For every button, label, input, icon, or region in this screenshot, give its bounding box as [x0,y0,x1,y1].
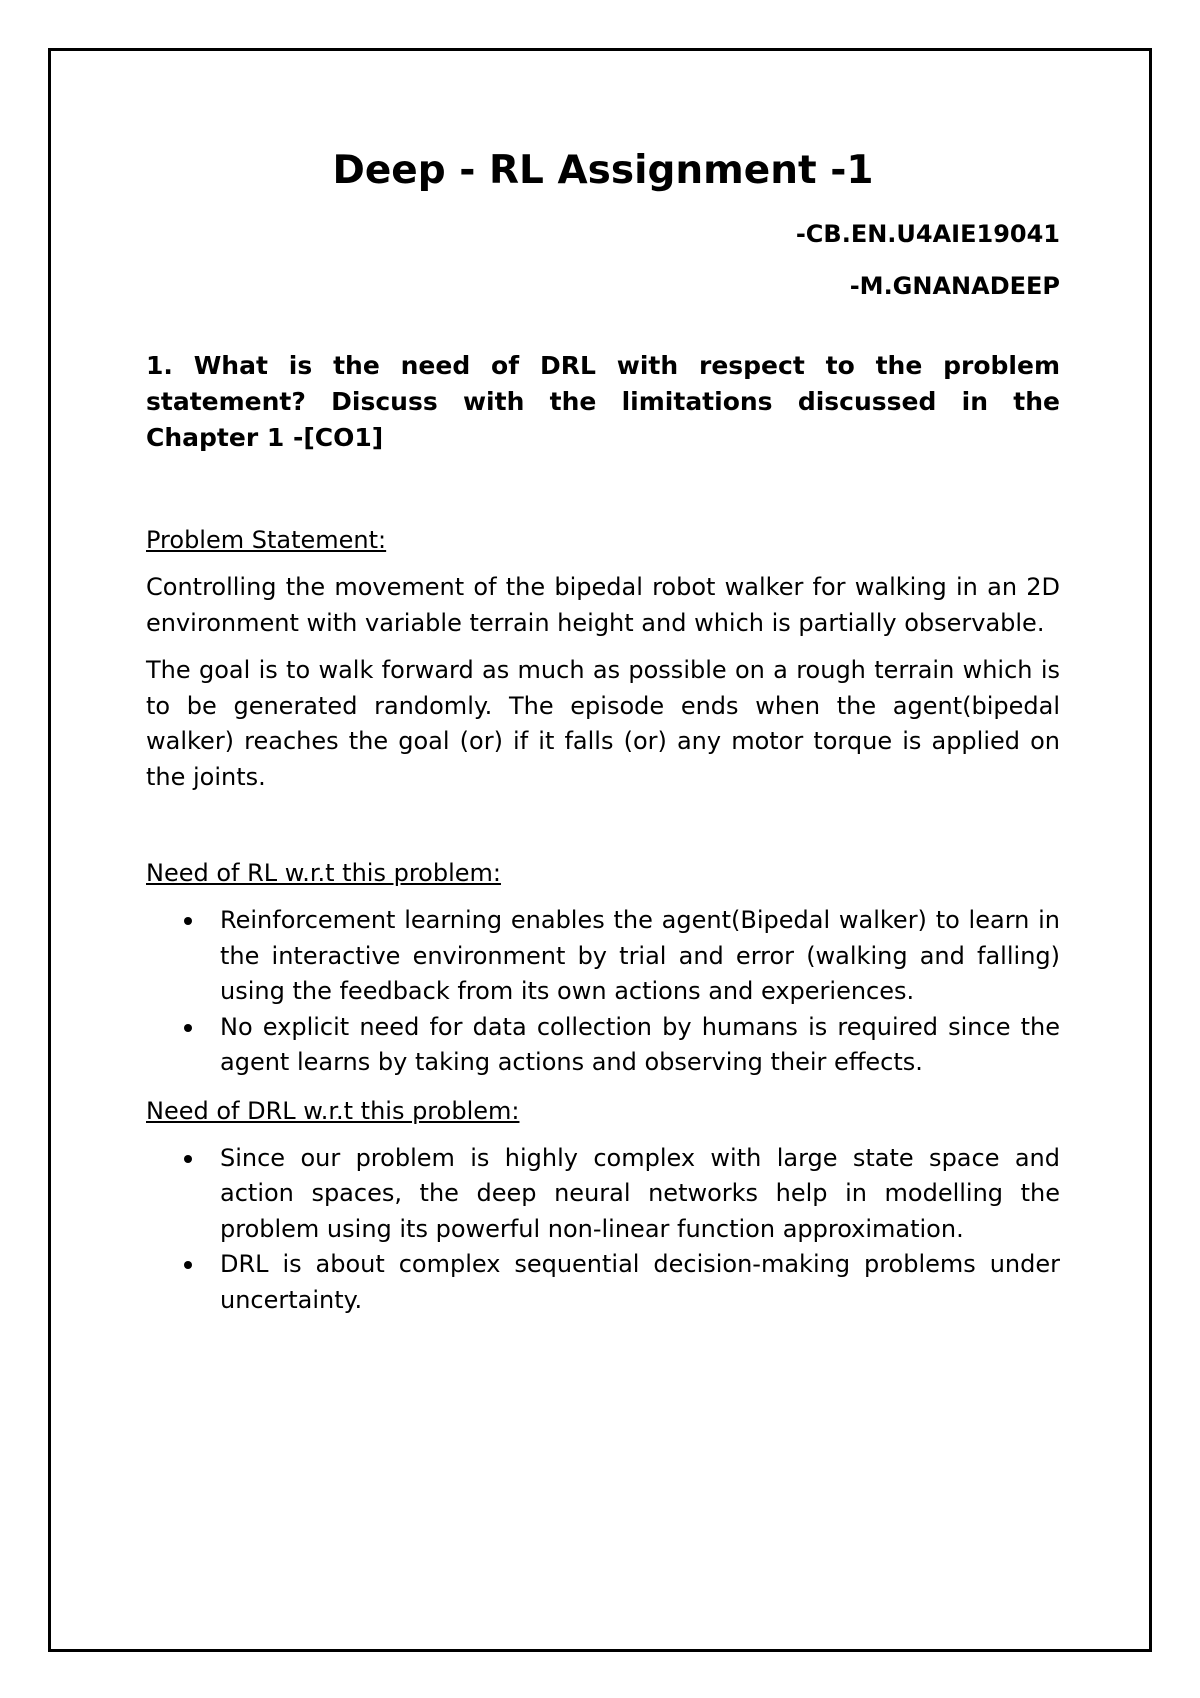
student-name: -M.GNANADEEP [849,272,1060,300]
bullet-icon [184,1155,192,1163]
list-item [146,1247,1060,1318]
document-body [146,140,1060,1318]
need-drl-heading: Need of DRL w.r.t this problem: [146,1096,520,1125]
problem-statement-heading: Problem Statement: [146,526,387,554]
bullet-icon [184,1261,192,1269]
list-item-text: Reinforcement learning enables the agent(Bipedal walker) to learn in the interactive environment by trial and error (walking and falling) using the feedback from its own actions and experiences. [220,906,1060,1005]
list-item [146,1010,1060,1081]
list-item-text: DRL is about complex sequential decision-making problems under uncertainty. [220,1250,1060,1314]
roll-number: -CB.EN.U4AIE19041 [795,220,1060,248]
bullet-icon [184,1024,192,1032]
list-item-text: No explicit need for data collection by humans is required since the agent learns by taking actions and observing their effects. [220,1012,1060,1076]
bullet-icon [184,917,192,925]
document-title: Deep - RL Assignment -1 [332,148,874,193]
problem-paragraph-1: Controlling the movement of the bipedal robot walker for walking in an 2D environment with variable terrain height and which is partially observable. [146,573,1060,637]
problem-statement-section [146,522,1060,795]
need-rl-list [146,903,1060,1081]
problem-paragraph-2: The goal is to walk forward as much as possible on a rough terrain which is to be generated randomly. The episode ends when the agent(bipedal walker) reaches the goal (or) if it falls (or) any motor torque is applied on the joints. [146,656,1060,791]
list-item [146,903,1060,1010]
list-item [146,1141,1060,1248]
question-text: 1. What is the need of DRL with respect to the problem statement? Discuss with the limitations discussed in the Chapter 1 -[CO1] [146,351,1060,452]
need-drl-list [146,1141,1060,1319]
need-rl-section [146,855,1060,1081]
need-drl-section [146,1093,1060,1319]
list-item-text: Since our problem is highly complex with large state space and action spaces, the deep neural networks help in modelling the problem using its powerful non-linear function approximation. [220,1143,1060,1243]
need-rl-heading: Need of RL w.r.t this problem: [146,859,501,887]
